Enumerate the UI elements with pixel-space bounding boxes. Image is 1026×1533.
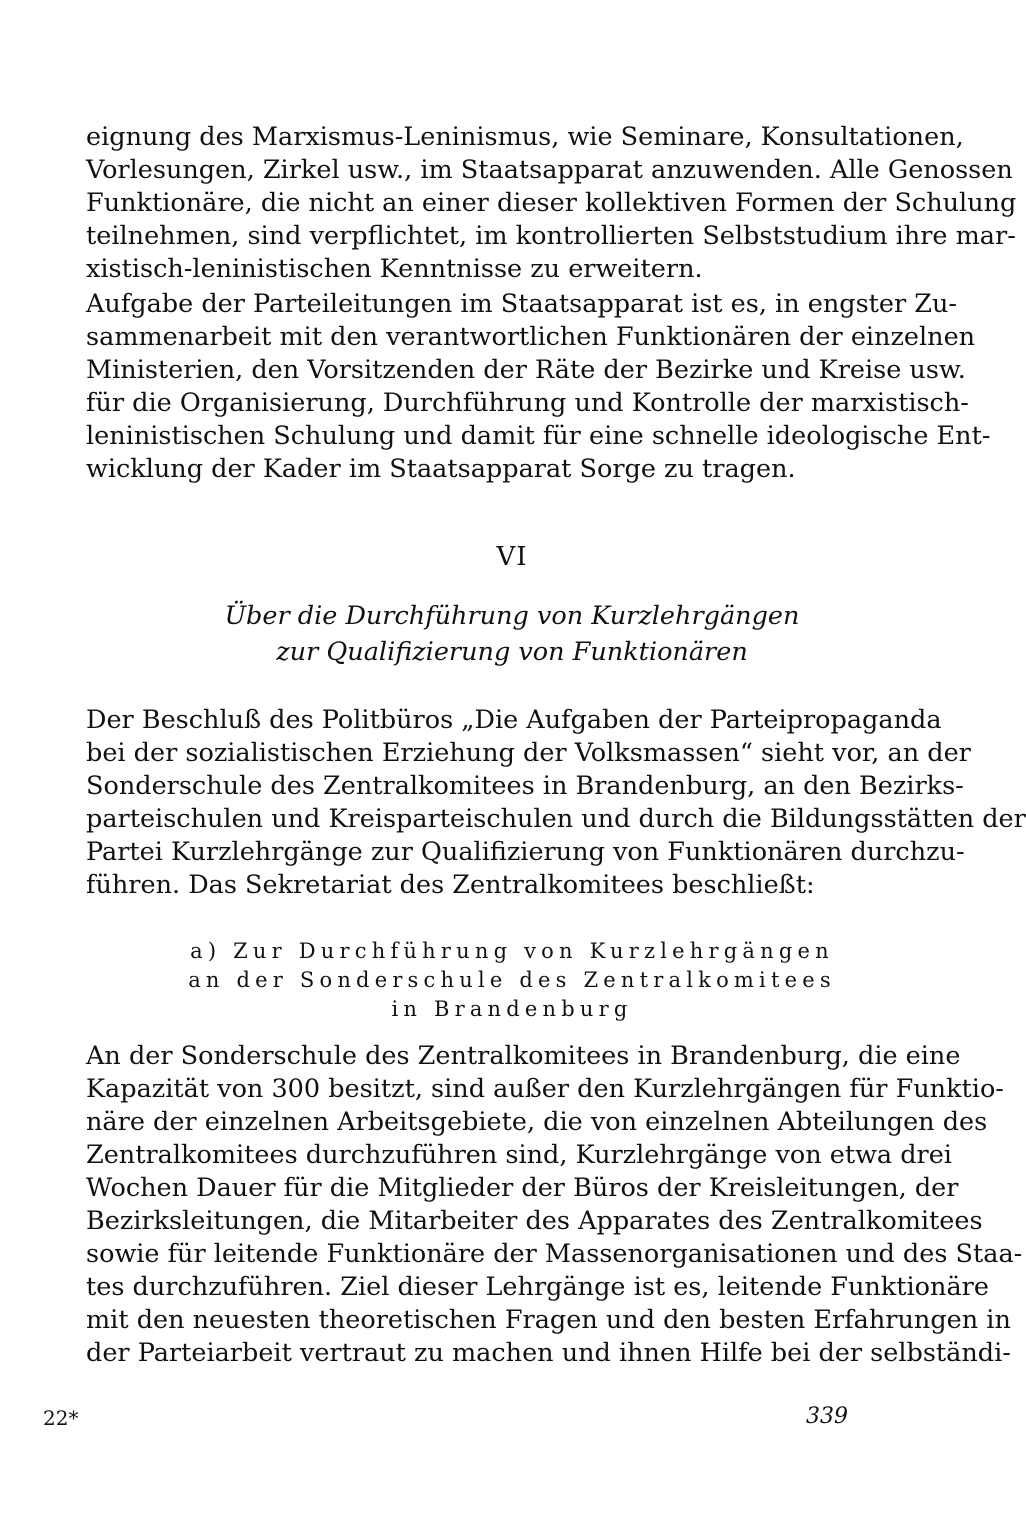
- section-title-line: zur Qualifizierung von Funktionären: [276, 637, 748, 667]
- text-line: näre der einzelnen Arbeitsgebiete, die von einzelnen Abteilungen des: [86, 1107, 988, 1137]
- text-line: Vorlesungen, Zirkel usw., im Staatsapparat anzuwenden. Alle Genossen: [86, 155, 1013, 185]
- subsection-heading-line: an der Sonderschule des Zentralkomitees: [188, 968, 836, 992]
- paragraph-4: [86, 1040, 1023, 1370]
- section-title-line: Über die Durchführung von Kurzlehrgängen: [224, 601, 800, 631]
- text-line: Funktionäre, die nicht an einer dieser kollektiven Formen der Schulung: [86, 188, 1017, 218]
- text-line: Partei Kurzlehrgänge zur Qualifizierung von Funktionären durchzu-: [86, 837, 965, 867]
- text-line: Der Beschluß des Politbüros „Die Aufgaben der Parteipropaganda: [86, 705, 942, 735]
- section-title: [0, 598, 1024, 670]
- text-line: teilnehmen, sind verpflichtet, im kontrollierten Selbststudium ihre mar-: [86, 221, 1016, 251]
- text-line: xistisch-leninistischen Kenntnisse zu erweitern.: [86, 254, 703, 284]
- text-line: mit den neuesten theoretischen Fragen und den besten Erfahrungen in: [86, 1305, 1011, 1335]
- paragraph-2: [86, 288, 991, 486]
- text-line: Ministerien, den Vorsitzenden der Räte der Bezirke und Kreise usw.: [86, 355, 966, 385]
- subsection-heading-line: a) Zur Durchführung von Kurzlehrgängen: [190, 939, 834, 963]
- text-line: führen. Das Sekretariat des Zentralkomitees beschließt:: [86, 870, 815, 900]
- text-line: Aufgabe der Parteileitungen im Staatsapparat ist es, in engster Zu-: [86, 289, 958, 319]
- text-line: bei der sozialistischen Erziehung der Volksmassen“ sieht vor, an der: [86, 738, 971, 768]
- page-number: 339: [806, 1404, 848, 1429]
- text-line: Zentralkomitees durchzuführen sind, Kurzlehrgänge von etwa drei: [86, 1140, 952, 1170]
- section-numeral: VI: [496, 542, 528, 572]
- text-line: Kapazität von 300 besitzt, sind außer den Kurzlehrgängen für Funktio-: [86, 1074, 1004, 1104]
- text-line: An der Sonderschule des Zentralkomitees in Brandenburg, die eine: [86, 1041, 961, 1071]
- paragraph-3: [86, 704, 1026, 902]
- text-line: sammenarbeit mit den verantwortlichen Funktionären der einzelnen: [86, 322, 976, 352]
- text-line: leninistischen Schulung und damit für eine schnelle ideologische Ent-: [86, 421, 991, 451]
- text-line: tes durchzuführen. Ziel dieser Lehrgänge ist es, leitende Funktionäre: [86, 1272, 989, 1302]
- subsection-heading: [0, 937, 1024, 1024]
- text-line: parteischulen und Kreisparteischulen und durch die Bildungsstätten der: [86, 804, 1026, 834]
- text-line: Wochen Dauer für die Mitglieder der Büros der Kreisleitungen, der: [86, 1173, 959, 1203]
- text-line: für die Organisierung, Durchführung und Kontrolle der marxistisch-: [86, 388, 969, 418]
- text-line: eignung des Marxismus-Leninismus, wie Seminare, Konsultationen,: [86, 122, 964, 152]
- text-line: der Parteiarbeit vertraut zu machen und ihnen Hilfe bei der selbständi-: [86, 1338, 1011, 1368]
- subsection-heading-line: in Brandenburg: [391, 997, 633, 1021]
- text-line: sowie für leitende Funktionäre der Massenorganisationen und des Staa-: [86, 1239, 1023, 1269]
- text-line: Sonderschule des Zentralkomitees in Brandenburg, an den Bezirks-: [86, 771, 964, 801]
- paragraph-1: [86, 121, 1017, 286]
- text-line: wicklung der Kader im Staatsapparat Sorge zu tragen.: [86, 454, 796, 484]
- text-line: Bezirksleitungen, die Mitarbeiter des Apparates des Zentralkomitees: [86, 1206, 983, 1236]
- signature-mark: 22*: [43, 1406, 79, 1430]
